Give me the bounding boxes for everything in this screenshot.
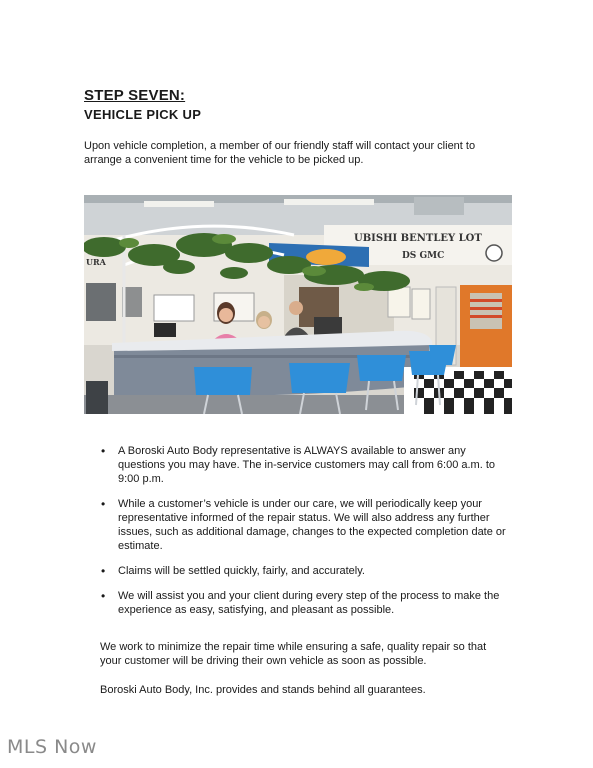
list-item-text: A Boroski Auto Body representative is ALWAYS available to answer any questions you may have. The in-service customers may call from 6:00 a.m. to 9:00 p.m.: [118, 445, 496, 485]
service-desk-photo: [84, 195, 512, 414]
list-item-text: Claims will be settled quickly, fairly, and accurately.: [118, 565, 365, 577]
closing-paragraph-repair-time: We work to minimize the repair time while ensuring a safe, quality repair so that your customer will be driving their own vehicle as soon as possible.: [100, 641, 487, 667]
wall-clock-icon: [486, 245, 502, 261]
list-item: [100, 589, 510, 617]
bullet-icon: •: [101, 589, 106, 603]
step-subtitle: VEHICLE PICK UP: [84, 107, 202, 122]
intro-paragraph: Upon vehicle completion, a member of our friendly staff will contact your client to arrange a convenient time for the vehicle to be picked up.: [84, 140, 476, 166]
sign-text-left: URA: [86, 257, 106, 267]
step-title: STEP SEVEN:: [84, 87, 186, 104]
sign-text-gmc: DS GMC: [402, 251, 445, 261]
list-item-text: While a customer’s vehicle is under our care, we will periodically keep your representative informed of the repair status. We will also address any further issues, such as additional damage, changes to the expected completion date or estimate.: [118, 498, 506, 552]
list-item: [100, 497, 510, 553]
list-item: [100, 444, 510, 486]
watermark-text: MLS Now: [7, 736, 97, 758]
closing-paragraph-guarantees: Boroski Auto Body, Inc. provides and stands behind all guarantees.: [100, 684, 426, 696]
list-item-text: We will assist you and your client during every step of the process to make the experience as easy, satisfying, and pleasant as possible.: [118, 590, 500, 616]
sign-text-brands: UBISHI BENTLEY LOT: [354, 233, 482, 244]
bullet-icon: •: [101, 444, 106, 458]
bullet-icon: •: [101, 497, 106, 511]
bullet-icon: •: [101, 564, 106, 578]
service-bullet-list: [100, 444, 510, 628]
list-item: [100, 564, 510, 578]
